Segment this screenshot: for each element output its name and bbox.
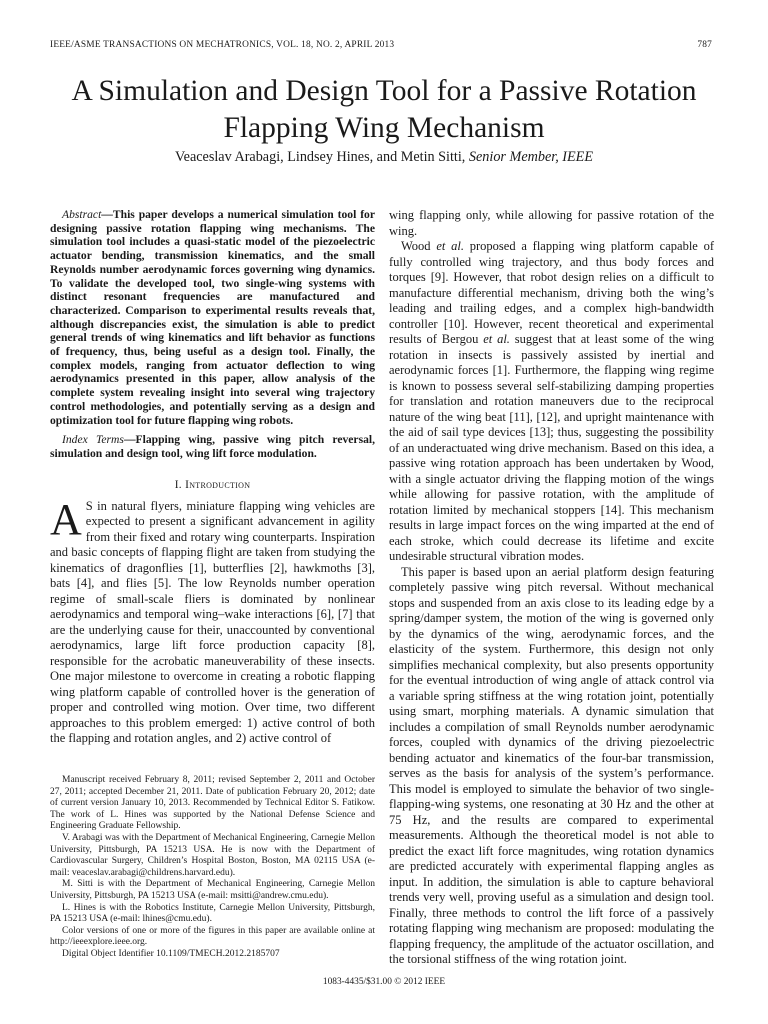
text-segment: Wood	[401, 239, 431, 253]
author-membership: Senior Member, IEEE	[468, 149, 594, 165]
page-number: 787	[697, 40, 712, 50]
drop-cap: A	[50, 494, 82, 544]
paragraph-continuation: wing flapping only, while allowing for passive rotation of the wing.	[389, 208, 714, 238]
footnote-manuscript: Manuscript received February 8, 2011; revised September 2, 2011 and October 27, 2011; accepted December 21, 2011. Date of publication February 20, 2012; date of current version January 10, 2013. Recommended by Technical Editor S. Fatikow. The work of L. Hines was supported by the National Defense Science and Engineering Graduate Fellowship.	[50, 775, 375, 832]
title-line-1: A Simulation and Design Tool for a Passive Rotation	[71, 75, 697, 107]
section-numeral: I.	[174, 478, 182, 491]
footnote-arabagi: V. Arabagi was with the Department of Mechanical Engineering, Carnegie Mellon University, Pittsburgh, PA 15213 USA. He is now with the Department of Cardiovascular Surgery, Children’s Hospital Boston, Boston, MA 02115 USA (e-mail: veaceslav.arabagi@childrens.harvard.edu).	[50, 832, 375, 878]
footnote-doi: Digital Object Identifier 10.1109/TMECH.2012.2185707	[62, 948, 280, 959]
text-segment: proposed a flapping wing platform capable of fully controlled wing trajectory, and thus body forces and torques [9]. However, that robot design relies on a difficult to manufacture differential mechanism, driving both the wing’s leading and trailing edges, and a complex high-bandwidth controller [10]. However, recent theoretical and experimental results of Bergou	[389, 239, 715, 346]
intro-paragraph	[50, 494, 375, 747]
journal-name: IEEE/ASME TRANSACTIONS ON MECHATRONICS, VOL. 18, NO. 2, APRIL 2013	[50, 40, 395, 50]
abstract-label: Abstract	[62, 208, 102, 221]
footnote-sitti: M. Sitti is with the Department of Mechanical Engineering, Carnegie Mellon University, Pittsburgh, PA 15213 USA (e-mail: msitti@andrew.cmu.edu).	[50, 879, 375, 901]
paper-title	[40, 73, 728, 147]
running-head	[50, 40, 712, 50]
footnote-color: Color versions of one or more of the figures in this paper are available online at http://ieeexplore.ieee.org.	[50, 925, 375, 948]
author-list	[40, 149, 728, 166]
copyright-footer: 1083-4435/$31.00 © 2012 IEEE	[322, 977, 446, 987]
intro-text: S in natural flyers, miniature flapping wing vehicles are expected to present a significant advancement in agility from their fixed and rotary wing counterparts. Inspiration and basic concepts of flapping flight are taken from studying the kinematics of dragonflies [1], butterflies [2], hawkmoths [3], bats [4], and flies [5]. The low Reynolds number operation regime of small-scale fliers is dominated by nonlinear aerodynamics and temporal wing–wake interactions [6], [7] that are the underlying cause for their, unaccounted by conventional aerodynamics, large lift force production capacity [8], responsible for the acrobatic maneuverability of these insects. One major milestone to overcome in creating a robotic flapping wing platform capable of controlled hover is the generation of proper and controlled wing motion. Over time, two different approaches to this problem emerged: 1) active control of both the flapping and rotation angles, and 2) active control of	[50, 498, 375, 746]
left-column	[50, 208, 375, 747]
footnotes	[50, 775, 375, 961]
et-al: et al.	[436, 239, 464, 253]
section-title: Introduction	[185, 478, 251, 491]
footnote-hines: L. Hines is with the Robotics Institute, Carnegie Mellon University, Pittsburgh, PA 15213 USA (e-mail: lhines@cmu.edu).	[50, 902, 375, 925]
section-heading	[50, 479, 375, 491]
paragraph-wood	[389, 239, 714, 565]
text-segment: suggest that at least some of the wing rotation in insects is passively assisted by inertial and aerodynamic forces [1]. Furthermore, the flapping wing regime is known to possess several self-stabilizing damping properties for translation and rotation maneuvers due to the reciprocal nature of the wing beat [11], [12], and upright maintenance with the aid of sail type devices [13]; thus, suggesting the possibility of an underactuated wing drive mechanism. Based on this idea, a passive wing rotation approach has been undertaken by Wood, with a single actuator driving the flapping motion of the wings while allowing for passive rotation, with the amplitude of rotation limited by mechanical stoppers [14]. This mechanism results in large impact forces on the wing imparted at the end of each stroke, which could decrease its lifetime and excite undesirable structural vibration modes.	[389, 332, 715, 563]
right-column	[389, 208, 714, 968]
index-terms-label: Index Terms	[62, 433, 124, 447]
paragraph-this-paper: This paper is based upon an aerial platform design featuring completely passive wing pitch reversal. Without mechanical stops and suspended from an axis close to its leading edge by a spring/damper system, the motion of the wing is governed only by the dynamics of the wing, aerodynamic forces, and the elasticity of the system. Furthermore, this design not only simplifies mechanical complexity, but also presents opportunity for the eventual introduction of wing angle of attack control via a variable spring stiffness at the wing rotation joint, potentially using smart, morphing materials. A dynamic simulation that includes a compilation of small Reynolds number aerodynamic forces, coupled with dynamics of the driving piezoelectric bending actuator and kinematics of the four-bar transmission, serves as the basis for analysis of the system’s performance. This model is employed to simulate the behavior of two single-flapping-wing systems, one resonating at 30 Hz and the other at 75 Hz, and the results are compared to experimental measurements. Although the theoretical model is not able to predict the exact lift force magnitudes, wing rotation dynamics are predicted accurately with experimental flapping angles as input. In addition, the simulation is able to capture behavioral trends very well, proving useful as a simulation and design tool. Finally, three methods to control the lift force of a passively rotating flapping wing mechanism are proposed: modulating the flapping frequency, the amplitude of the actuator oscillation, and the torsional stiffness of the wing rotation joint.	[389, 564, 714, 966]
index-terms-text: Flapping wing, passive wing pitch reversal, simulation and design tool, wing lift force modulation.	[50, 433, 375, 460]
abstract: Abstract—This paper develops a numerical simulation tool for designing passive rotation flapping wing mechanisms. The simulation tool includes a quasi-static model of the piezoelectric actuator bending, transmission kinematics, and the small Reynolds number aerodynamic forces governing wing dynamics. To validate the developed tool, two single-wing systems with distinct resonant frequencies are manufactured and characterized. Comparison to experimental results reveals that, although discrepancies exist, the simulation is able to predict general trends of wing kinematics and lift behavior as functions of frequency, thus, being useful as a design tool. Finally, the complex models, ranging from actuator deflection to wing aerodynamics presented in this paper, allow analysis of the complete system revealing insight into several wing trajectory control methodologies, and potentially serving as a design and optimization tool for future flapping wing robots.	[50, 208, 375, 427]
author-names: Veaceslav Arabagi, Lindsey Hines, and Metin Sitti,	[174, 149, 466, 165]
title-line-2: Flapping Wing Mechanism	[223, 112, 545, 144]
et-al: et al.	[483, 332, 510, 346]
abstract-text: This paper develops a numerical simulation tool for designing passive rotation flapping wing mechanisms. The simulation tool includes a quasi-static model of the piezoelectric actuator bending, transmission kinematics, and the small Reynolds number aerodynamic forces governing wing dynamics. To validate the developed tool, two single-wing systems with distinct resonant frequencies are manufactured and characterized. Comparison to experimental results reveals that, although discrepancies exist, the simulation is able to predict general trends of wing kinematics and lift behavior as functions of frequency, thus, being useful as a design tool. Finally, the complex models, ranging from actuator deflection to wing aerodynamics presented in this paper, allow analysis of the complete system revealing insight into several wing trajectory control methodologies, and potentially serving as a design and optimization tool for future flapping wing robots.	[50, 208, 375, 427]
index-terms: Index Terms—Flapping wing, passive wing pitch reversal, simulation and design tool, wing lift force modulation.	[50, 433, 375, 460]
